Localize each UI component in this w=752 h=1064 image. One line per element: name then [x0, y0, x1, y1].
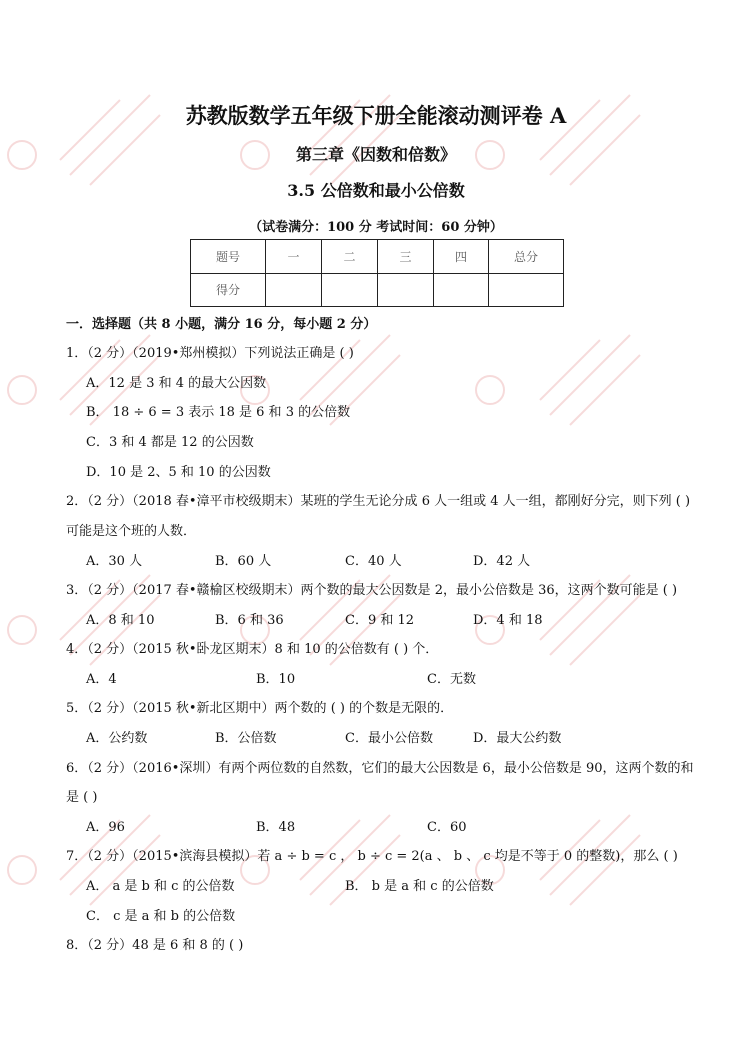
table-cell: 题号 [191, 240, 266, 274]
question-5-stem: 5．（2 分）（2015 秋•新北区期中）两个数的 ( ) 的个数是无限的． [66, 701, 454, 716]
question-3-option-d[interactable]: D．4 和 18 [473, 613, 543, 628]
score-table-header-row [191, 240, 564, 274]
table-cell: 四 [434, 240, 489, 274]
question-4-option-b[interactable]: B．10 [256, 672, 296, 687]
question-3-option-a[interactable]: A．8 和 10 [86, 613, 155, 628]
question-6-stem-continued: 是 ( ) [66, 790, 98, 805]
question-1-option-a[interactable]: A．12 是 3 和 4 的最大公因数 [86, 376, 267, 391]
score-table [190, 239, 564, 307]
question-4-option-a[interactable]: A．4 [86, 672, 117, 687]
question-5-option-c[interactable]: C．最小公倍数 [345, 731, 433, 746]
question-2-option-c[interactable]: C．40 人 [345, 554, 402, 569]
section-heading: 一．选择题（共 8 小题，满分 16 分，每小题 2 分） [66, 317, 377, 332]
question-7-option-c[interactable]: C． c 是 a 和 b 的公倍数 [86, 909, 236, 924]
question-7-option-a[interactable]: A． a 是 b 和 c 的公倍数 [86, 879, 235, 894]
chapter-title: 第三章《因数和倍数》 [295, 145, 456, 164]
question-1-option-d[interactable]: D．10 是 2、5 和 10 的公因数 [86, 465, 271, 480]
question-5-option-b[interactable]: B．公倍数 [215, 731, 277, 746]
score-input-cell[interactable] [266, 273, 322, 307]
score-input-cell[interactable] [322, 273, 378, 307]
question-4-stem: 4．（2 分）（2015 秋•卧龙区期末）8 和 10 的公倍数有 ( ) 个． [66, 642, 439, 657]
question-5-option-d[interactable]: D．最大公约数 [473, 731, 562, 746]
question-3-option-b[interactable]: B．6 和 36 [215, 613, 284, 628]
score-table-score-row [191, 273, 564, 307]
question-4-option-c[interactable]: C．无数 [427, 672, 476, 687]
question-1-stem: 1．（2 分）（2019•郑州模拟）下列说法正确是 ( ) [66, 346, 354, 361]
question-1-option-c[interactable]: C．3 和 4 都是 12 的公因数 [86, 435, 254, 450]
question-2-stem-continued: 可能是这个班的人数． [66, 524, 197, 539]
question-6-option-c[interactable]: C．60 [427, 820, 467, 835]
question-3-option-c[interactable]: C．9 和 12 [345, 613, 415, 628]
question-6-stem: 6．（2 分）（2016•深圳）有两个两位数的自然数，它们的最大公因数是 6，最小公倍数是 90，这两个数的和 [66, 761, 694, 776]
question-3-stem: 3．（2 分）（2017 春•赣榆区校级期末）两个数的最大公因数是 2，最小公倍数是 36，这两个数可能是 ( ) [66, 583, 678, 598]
score-input-cell[interactable] [489, 273, 564, 307]
page-title: 苏教版数学五年级下册全能滚动测评卷 A [185, 103, 567, 128]
question-7-stem: 7．（2 分）（2015•滨海县模拟）若 a ÷ b = c ， b ÷ c = 2(a 、 b 、 c 均是不等于 0 的整数)，那么 ( ) [66, 849, 678, 864]
question-2-stem: 2．（2 分）（2018 春•漳平市校级期末）某班的学生无论分成 6 人一组或 4 人一组，都刚好分完，则下列 ( ) [66, 494, 691, 509]
table-cell: 得分 [191, 273, 266, 307]
question-2-option-b[interactable]: B．60 人 [215, 554, 272, 569]
score-input-cell[interactable] [378, 273, 434, 307]
question-5-option-a[interactable]: A．公约数 [86, 731, 148, 746]
question-6-option-a[interactable]: A．96 [86, 820, 125, 835]
exam-info: （试卷满分：100 分 考试时间：60 分钟） [249, 220, 503, 235]
question-8-stem: 8．（2 分）48 是 6 和 8 的 ( ) [66, 938, 244, 953]
lesson-title: 3.5 公倍数和最小公倍数 [287, 181, 465, 200]
question-6-option-b[interactable]: B．48 [256, 820, 296, 835]
question-2-option-a[interactable]: A．30 人 [86, 554, 143, 569]
score-input-cell[interactable] [434, 273, 489, 307]
table-cell: 一 [266, 240, 322, 274]
table-cell: 二 [322, 240, 378, 274]
table-cell: 三 [378, 240, 434, 274]
question-1-option-b[interactable]: B． 18 ÷ 6 = 3 表示 18 是 6 和 3 的公倍数 [86, 405, 351, 420]
question-2-option-d[interactable]: D．42 人 [473, 554, 531, 569]
question-7-option-b[interactable]: B． b 是 a 和 c 的公倍数 [345, 879, 494, 894]
table-cell: 总分 [489, 240, 564, 274]
